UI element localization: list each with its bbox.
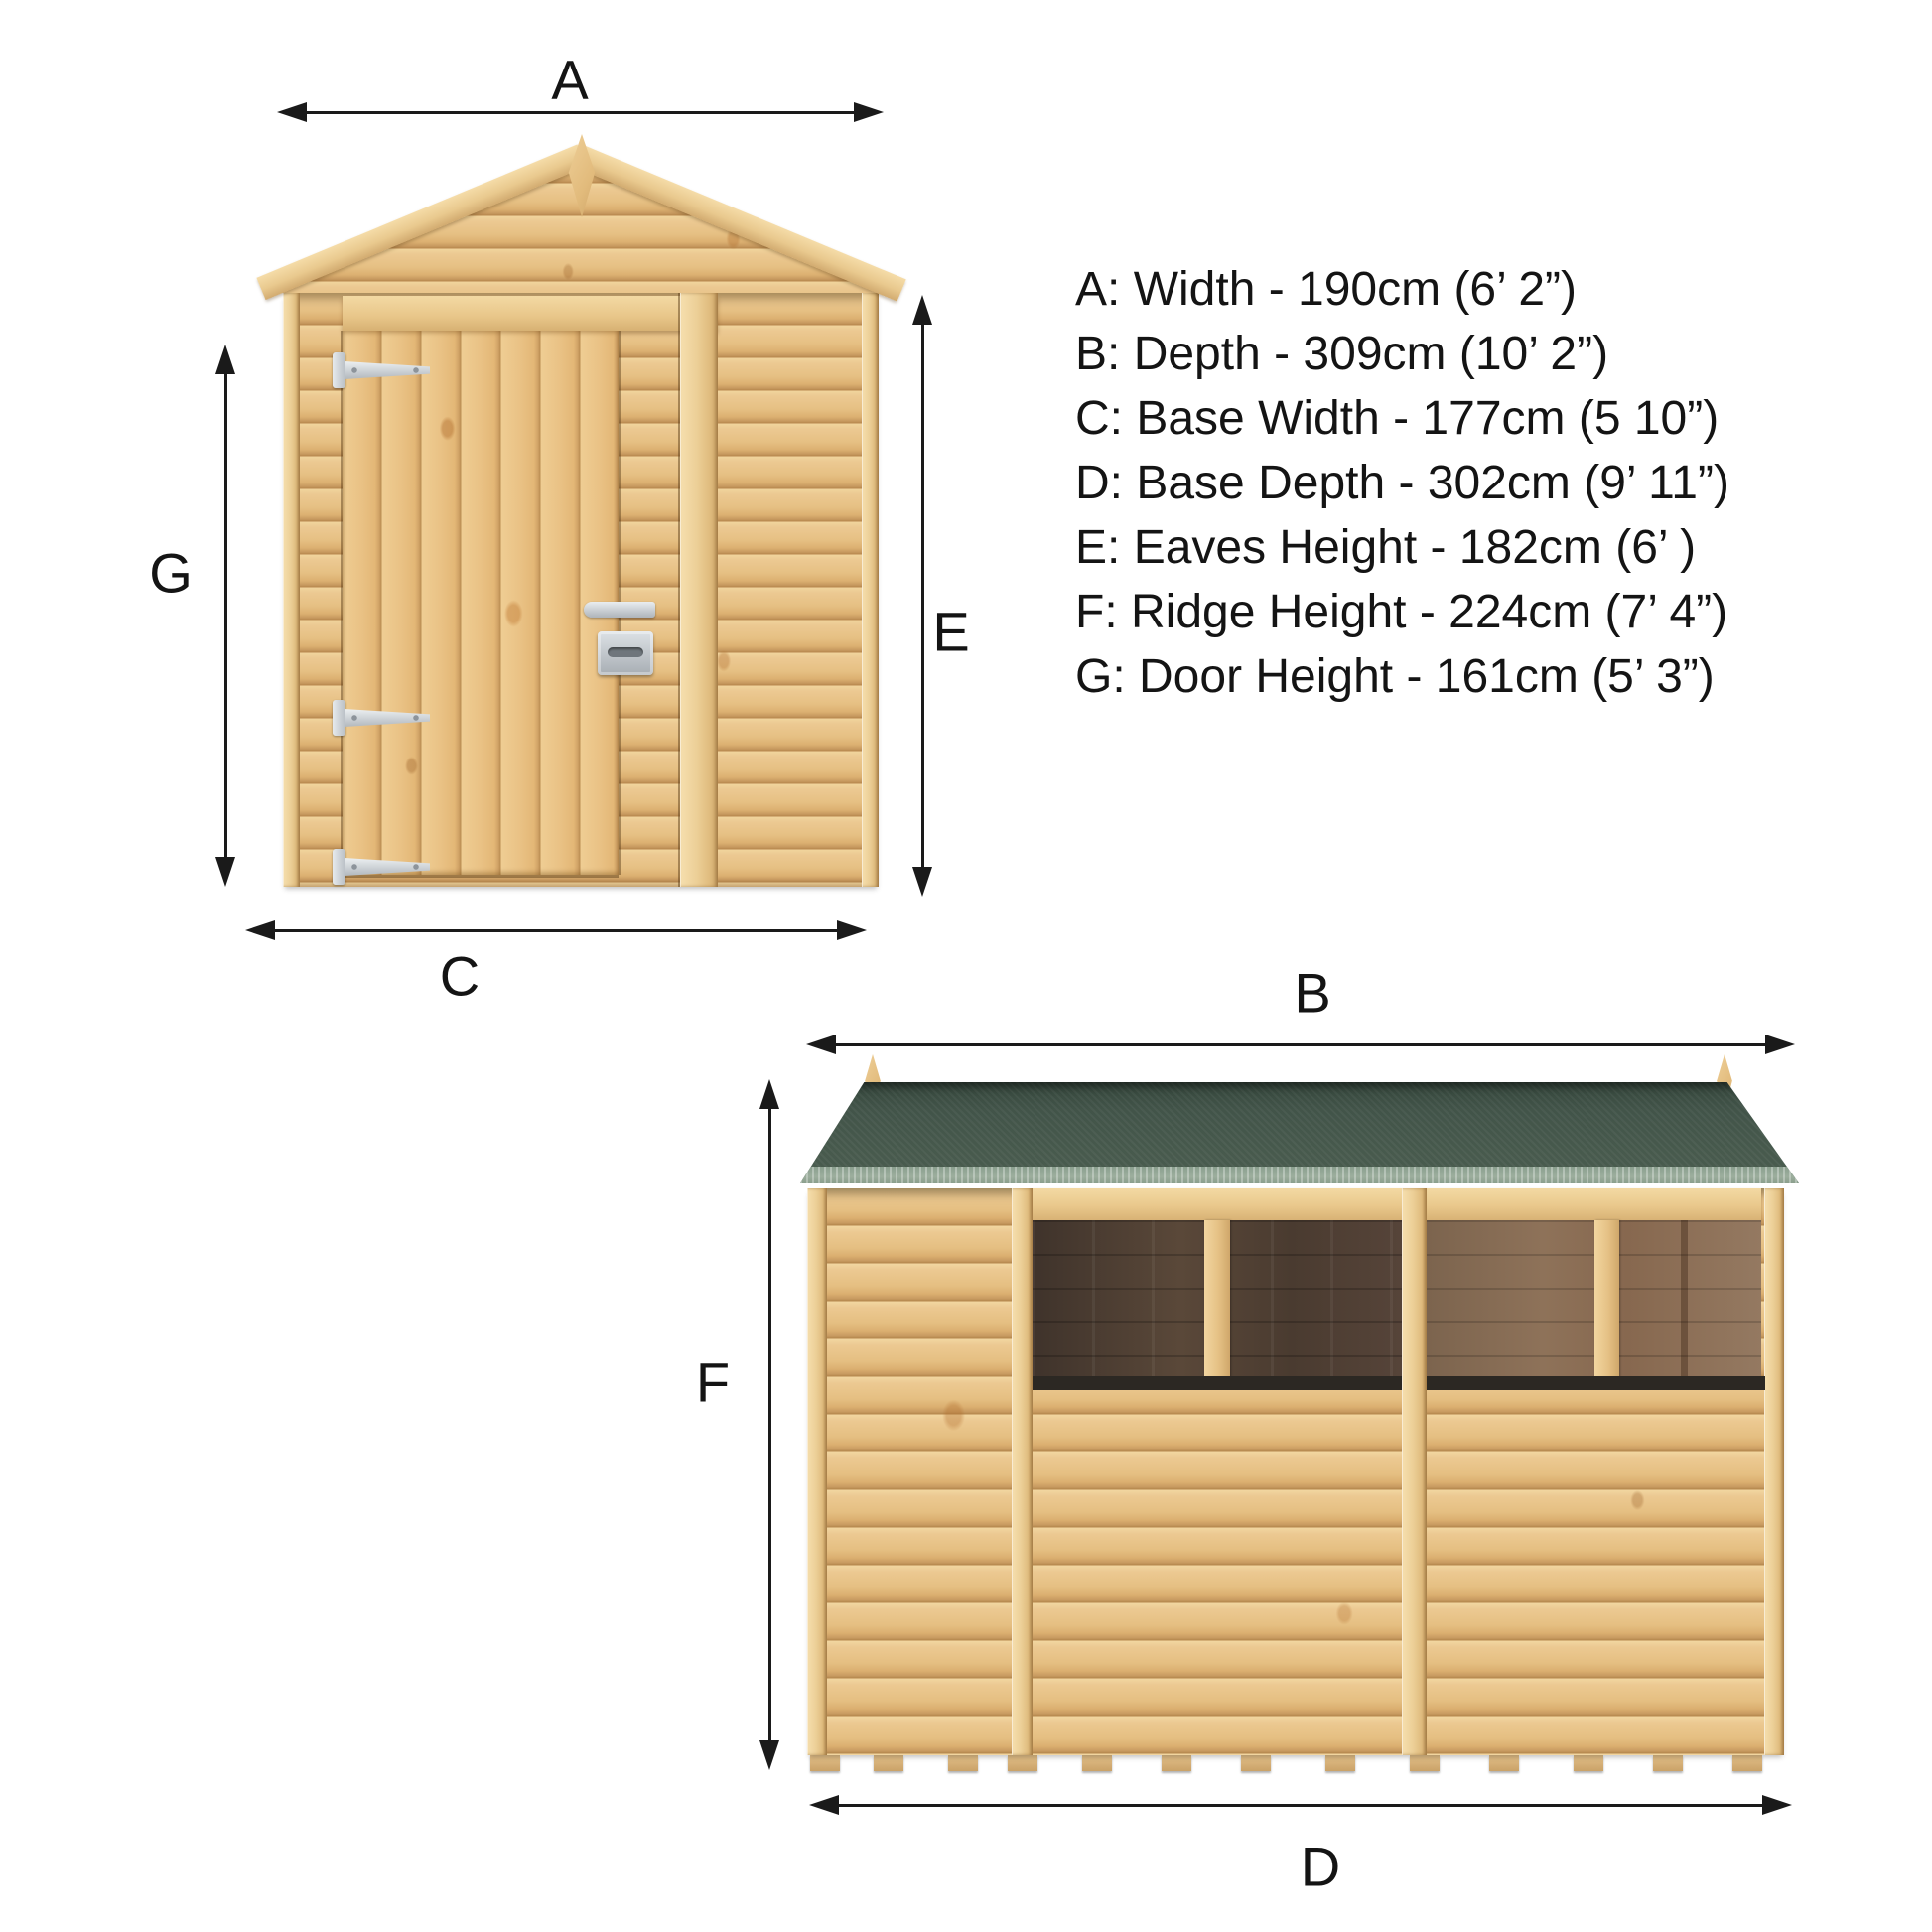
dimension-label-c: C (439, 944, 481, 1008)
shed-side-wall (807, 1188, 1784, 1755)
window-2-mullion (1594, 1220, 1619, 1387)
base-depth-dimension-arrow (809, 1791, 1792, 1819)
arrow-down-icon (912, 867, 932, 897)
dimension-label-e: E (932, 600, 970, 663)
corner-trim-right (1764, 1188, 1784, 1755)
hinge-strap (345, 858, 430, 876)
window-2-glass (1427, 1220, 1761, 1387)
hasp-slot (608, 647, 643, 657)
window-1-mullion (1204, 1220, 1230, 1387)
door-hasp-lock (598, 631, 653, 675)
floor-bearer (1574, 1755, 1603, 1771)
dimension-label-f: F (695, 1350, 731, 1414)
window-head-rail (1033, 1188, 1761, 1220)
shed-door (343, 331, 619, 875)
spec-line-a: A: Width - 190cm (6’ 2”) (1075, 263, 1578, 316)
corner-trim-right (862, 293, 879, 887)
spec-line-b: B: Depth - 309cm (10’ 2”) (1075, 328, 1609, 380)
framing-post-middle (1402, 1188, 1427, 1755)
panel-joint-line (678, 293, 680, 887)
floor-bearer (1008, 1755, 1037, 1771)
floor-bearer (1489, 1755, 1519, 1771)
floor-bearer (1082, 1755, 1112, 1771)
arrow-shaft (253, 929, 859, 932)
floor-bearer (1653, 1755, 1683, 1771)
dimension-label-b: B (1294, 961, 1331, 1025)
t-hinge-bottom (333, 849, 432, 885)
roof-edge-granular-band (800, 1167, 1799, 1183)
arrow-shaft (768, 1087, 771, 1762)
spec-line-c: C: Base Width - 177cm (5 10”) (1075, 392, 1720, 445)
eaves-height-dimension-arrow (908, 295, 936, 897)
arrow-right-icon (1762, 1795, 1792, 1815)
arrow-shaft (817, 1804, 1784, 1807)
spec-line-d: D: Base Depth - 302cm (9’ 11”) (1075, 457, 1729, 509)
framing-post-left (1012, 1188, 1033, 1755)
spec-line-g: G: Door Height - 161cm (5’ 3”) (1075, 650, 1715, 703)
spec-line-f: F: Ridge Height - 224cm (7’ 4”) (1075, 586, 1728, 638)
dimensions-list (1075, 257, 1889, 709)
door-side-trim-plank (680, 293, 718, 887)
dimension-label-a: A (551, 48, 589, 111)
window-1-sill (1029, 1376, 1406, 1390)
floor-bearer (1325, 1755, 1355, 1771)
floor-bearer (810, 1755, 840, 1771)
door-head-rail (343, 296, 718, 331)
spec-line-e: E: Eaves Height - 182cm (6’ ) (1075, 521, 1697, 574)
hinge-plate (333, 849, 345, 885)
door-height-dimension-arrow (211, 345, 239, 887)
arrow-right-icon (854, 102, 884, 122)
floor-bearer (1732, 1755, 1762, 1771)
arrow-shaft (921, 303, 924, 889)
dimension-label-d: D (1300, 1835, 1341, 1898)
arrow-right-icon (1765, 1035, 1795, 1054)
door-gap-left (341, 331, 343, 875)
hinge-strap (345, 361, 430, 379)
door-latch (584, 602, 655, 618)
arrow-right-icon (837, 920, 867, 940)
hinge-plate (333, 700, 345, 736)
arrow-shaft (224, 352, 227, 879)
window-2-sill (1423, 1376, 1765, 1390)
floor-bearer (1162, 1755, 1191, 1771)
hinge-plate (333, 352, 345, 388)
depth-dimension-arrow (806, 1031, 1795, 1058)
floor-bearer (1241, 1755, 1271, 1771)
t-hinge-middle (333, 700, 432, 736)
window-1-glass (1033, 1220, 1402, 1387)
arrow-shaft (814, 1043, 1787, 1046)
corner-trim-left (283, 293, 300, 887)
t-hinge-top (333, 352, 432, 388)
floor-bearer (1410, 1755, 1440, 1771)
corner-trim-left (807, 1188, 827, 1755)
base-width-dimension-arrow (245, 916, 867, 944)
hinge-strap (345, 709, 430, 727)
felt-roof (800, 1082, 1799, 1183)
ridge-height-dimension-arrow (756, 1079, 783, 1770)
arrow-down-icon (759, 1740, 779, 1770)
floor-bearer (874, 1755, 903, 1771)
dimension-label-g: G (149, 541, 193, 605)
arrow-down-icon (215, 857, 235, 887)
floor-bearer (948, 1755, 978, 1771)
